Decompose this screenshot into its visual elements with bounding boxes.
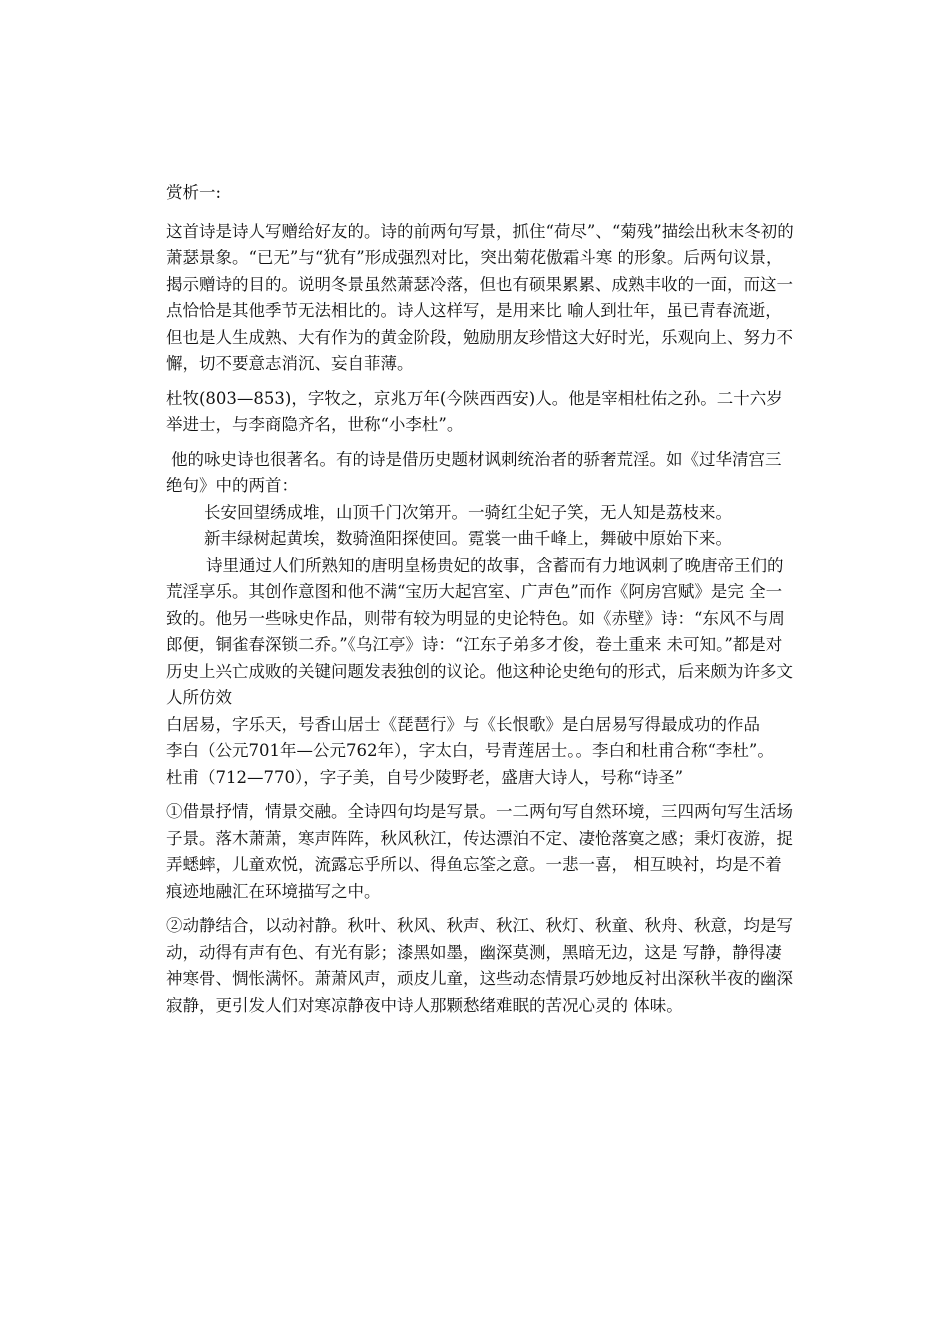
paragraph-point-2: ②动静结合，以动衬静。秋叶、秋风、秋声、秋江、秋灯、秋童、秋舟、秋意，均是写动，动得有声有色、有光有影；漆黑如墨，幽深莫测，黑暗无边，这是 写静，静得凄神寒骨、惆怅满怀。萧萧风声，顽皮儿童，这些动态情景巧妙地反衬出深秋半夜的幽深寂静，更引发人们对寒凉静夜中诗人那颗愁绪难眠的苦况心灵的 体味。 [166,916,793,1015]
paragraph-baijuyi: 白居易，字乐天，号香山居士《琵琶行》与《长恨歌》是白居易写得最成功的作品 [166,714,760,734]
poem-line-2: 新丰绿树起黄埃，数骑渔阳探使回。霓裳一曲千峰上，舞破中原始下来。 [204,529,732,548]
paragraph-libai: 李白（公元701年—公元762年），字太白，号青莲居士。。李白和杜甫合称“李杜”。 [166,741,774,760]
paragraph-analysis: 这首诗是诗人写赠给好友的。诗的前两句写景，抓住“荷尽”、“菊残”描绘出秋末冬初的萧瑟景象。“已无”与“犹有”形成强烈对比，突出菊花傲霜斗寒 的形象。后两句议景，揭示赠诗的目的。说明冬景虽然萧瑟冷落，但也有硕果累累、成熟丰收的一面，而这一点恰恰是其他季节无法相比的。诗人这样写，是用来比 喻人到壮年，虽已青春流逝，但也是人生成熟、大有作为的黄金阶段，勉励朋友珍惜这大好时光，乐观向上、努力不懈，切不要意志消沉、妄自菲薄。 [166,221,794,373]
paragraph-poem-commentary: 诗里通过人们所熟知的唐明皇杨贵妃的故事，含蓄而有力地讽刺了晚唐帝王们的荒淫享乐。其创作意图和他不满“宝历大起宫室、广声色”而作《阿房宫赋》是完 全一致的。他另一些咏史作品，则带有较为明显的史论特色。如《赤壁》诗：“东风不与周郎便，铜雀春深锁二乔。”《乌江亭》诗：“江东子弟多才俊，卷土重来 未可知。”都是对历史上兴亡成败的关键问题发表独创的议论。他这种论史绝句的形式，后来颇为许多文人所仿效 [166,555,793,707]
paragraph-dufu: 杜甫（712—770），字子美，自号少陵野老，盛唐大诗人，号称“诗圣” [166,767,684,787]
poem-line-1: 长安回望绣成堆，山顶千门次第开。一骑红尘妃子笑，无人知是荔枝来。 [204,502,732,522]
document-body [166,180,794,1027]
paragraph-point-1: ①借景抒情，情景交融。全诗四句均是写景。一二两句写自然环境，三四两句写生活场子景。落木萧萧，寒声阵阵，秋风秋江，传达漂泊不定、凄怆落寞之感；秉灯夜游，捉弄蟋蟀，儿童欢悦，流露忘乎所以、得鱼忘筌之意。一悲一喜， 相互映衬，均是不着痕迹地融汇在环境描写之中。 [166,802,793,901]
section-heading: 赏析一: [166,183,222,202]
paragraph-dumu-bio: 杜牧(803—853)，字牧之，京兆万年(今陕西西安)人。他是宰相杜佑之孙。二十六岁举进士，与李商隐齐名，世称“小李杜”。 [166,388,783,434]
paragraph-history-poems: 他的咏史诗也很著名。有的诗是借历史题材讽刺统治者的骄奢荒淫。如《过华清宫三绝句》中的两首： [166,449,782,495]
